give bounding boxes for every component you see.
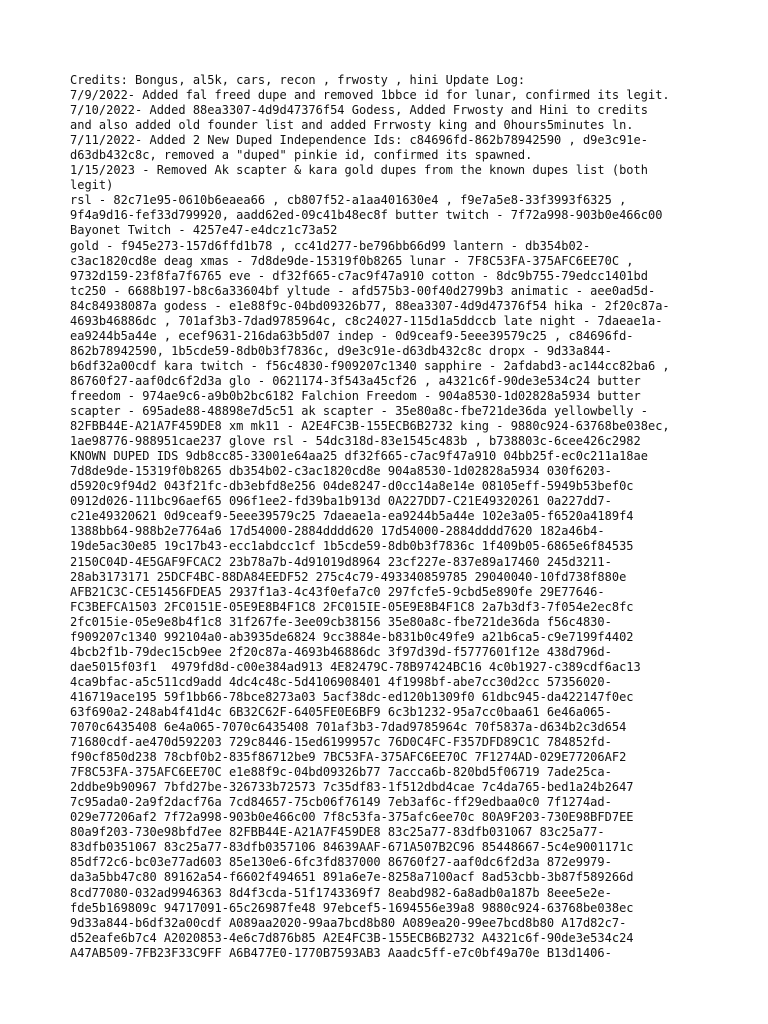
text-line: AFB21C3C-CE51456FDEA5 2937f1a3-4c43f0efa7c0 297fcfe5-9cbd5e890fe 29E77646-: [70, 584, 605, 599]
text-line: 63f690a2-248ab4f41d4c 6B32C62F-6405FE0E6BF9 6c3b1232-95a7cc0baa61 6e46a065-: [70, 704, 612, 719]
text-line: rsl - 82c71e95-0610b6eaea66 , cb807f52-a1aa401630e4 , f9e7a5e8-33f3993f6325 ,: [70, 193, 627, 208]
text-line: 83dfb0351067 83c25a77-83dfb0357106 84639AAF-671A507B2C96 85448667-5c4e9001171c: [70, 840, 634, 855]
text-line: 9d33a844-b6df32a00cdf A089aa2020-99aa7bcd8b80 A089ea20-99ee7bcd8b80 A17d82c7-: [70, 915, 627, 930]
text-line: d52eafe6b7c4 A2020853-4e6c7d876b85 A2E4FC3B-155ECB6B2732 A4321c6f-90de3e534c24: [70, 930, 634, 945]
text-line: 862b78942590, 1b5cde59-8db0b3f7836c, d9e3c91e-d63db432c8c dropx - 9d33a844-: [70, 343, 612, 358]
text-line: 029e77206af2 7f72a998-903b0e466c00 7f8c53fa-375afc6ee70c 80A9F203-730E98BFD7EE: [70, 810, 634, 825]
text-line: 2ddbe9b90967 7bfd27be-326733b72573 7c35df83-1f512dbd4cae 7c4da765-bed1a24b2647: [70, 780, 634, 795]
text-line: gold - f945e273-157d6ffd1b78 , cc41d277-be796bb66d99 lantern - db354b02-: [70, 238, 591, 253]
text-line: Bayonet Twitch - 4257e47-e4dcz1c73a52: [70, 223, 338, 238]
text-line: 0912d026-111bc96aef65 096f1ee2-fd39ba1b913d 0A227DD7-C21E49320261 0a227dd7-: [70, 494, 612, 509]
text-line: da3a5bb47c80 89162a54-f6602f494651 891a6e7e-8258a7100acf 8ad53cbb-3b87f589266d: [70, 870, 634, 885]
text-line: scapter - 695ade88-48898e7d5c51 ak scapter - 35e80a8c-fbe721de36da yellowbelly -: [70, 404, 648, 419]
text-line: c3ac1820cd8e deag xmas - 7d8de9de-15319f0b8265 lunar - 7F8C53FA-375AFC6EE70C ,: [70, 253, 634, 268]
text-line: 19de5ac30e85 19c17b43-ecc1abdcc1cf 1b5cde59-8db0b3f7836c 1f409b05-6865e6f84535: [70, 539, 634, 554]
text-line: 7/10/2022- Added 88ea3307-4d9d47376f54 Godess, Added Frwosty and Hini to credits: [70, 103, 648, 118]
text-line: 2fc015ie-05e9e8b4f1c8 31f267fe-3ee09cb38156 35e80a8c-fbe721de36da f56c4830-: [70, 614, 612, 629]
text-line: 1ae98776-988951cae237 glove rsl - 54dc318d-83e1545c483b , b738803c-6cee426c2982: [70, 434, 641, 449]
text-line: d63db432c8c, removed a "duped" pinkie id, confirmed its spawned.: [70, 148, 533, 163]
text-line: 7/9/2022- Added fal freed dupe and removed 1bbce id for lunar, confirmed its legit.: [70, 88, 670, 103]
text-line: 84c84938087a godess - e1e88f9c-04bd09326b77, 88ea3307-4d9d47376f54 hika - 2f20c87a-: [70, 298, 670, 313]
text-line: KNOWN DUPED IDS 9db8cc85-33001e64aa25 df32f665-c7ac9f47a910 04bb25f-ec0c211a18ae: [70, 449, 648, 464]
text-line: Credits: Bongus, al5k, cars, recon , frwosty , hini Update Log:: [70, 73, 526, 87]
text-line: 7d8de9de-15319f0b8265 db354b02-c3ac1820cd8e 904a8530-1d02828a5934 030f6203-: [70, 464, 612, 479]
text-line: 1388bb64-988b2e7764a6 17d54000-2884dddd620 17d54000-2884dddd7620 182a46b4-: [70, 524, 605, 539]
text-line: 9f4a9d16-fef33d799920, aadd62ed-09c41b48ec8f butter twitch - 7f72a998-903b0e466c00: [70, 208, 663, 223]
text-line: 2150C04D-4E5GAF9FCAC2 23b78a7b-4d91019d8964 23cf227e-837e89a17460 245d3211-: [70, 554, 612, 569]
text-line: c21e49320621 0d9ceaf9-5eee39579c25 7daeae1a-ea9244b5a44e 102e3a05-f6520a4189f4: [70, 509, 634, 524]
text-line: dae5015f03f1 4979fd8d-c00e384ad913 4E82479C-78B97424BC16 4c0b1927-c389cdf6ac13: [70, 659, 641, 674]
text-line: 9732d159-23f8fa7f6765 eve - df32f665-c7ac9f47a910 cotton - 8dc9b755-79edcc1401bd: [70, 268, 648, 283]
text-line: 80a9f203-730e98bfd7ee 82FBB44E-A21A7F459DE8 83c25a77-83dfb031067 83c25a77-: [70, 825, 605, 840]
text-line: A47AB509-7FB23F33C9FF A6B477E0-1770B7593AB3 Aaadc5ff-e7c0bf49a70e B13d1406-: [70, 945, 612, 960]
text-line: d5920c9f94d2 043f21fc-db3ebfd8e256 04de8247-d0cc14a8e14e 08105eff-5949b53bef0c: [70, 479, 634, 494]
text-line: 7c95ada0-2a9f2dacf76a 7cd84657-75cb06f76149 7eb3af6c-ff29edbaa0c0 7f1274ad-: [70, 795, 612, 810]
text-line: 4ca9bfac-a5c511cd9add 4dc4c48c-5d4106908401 4f1998bf-abe7cc30d2cc 57356020-: [70, 674, 612, 689]
text-line: 7/11/2022- Added 2 New Duped Independence Ids: c84696fd-862b78942590 , d9e3c91e-: [70, 133, 648, 148]
text-line: and also added old founder list and added Frrwosty king and 0hours5minutes ln.: [70, 118, 634, 133]
document-text: [70, 73, 702, 961]
text-line: 4bcb2f1b-79dec15cb9ee 2f20c87a-4693b46886dc 3f97d39d-f5777601f12e 438d796d-: [70, 644, 612, 659]
text-line: tc250 - 6688b197-b8c6a33604bf yltude - afd575b3-00f40d2799b3 animatic - aee0ad5d-: [70, 283, 656, 298]
text-line: legit): [70, 178, 114, 193]
text-line: 86760f27-aaf0dc6f2d3a glo - 0621174-3f543a45cf26 , a4321c6f-90de3e534c24 butter: [70, 373, 641, 388]
text-line: 1/15/2023 - Removed Ak scapter & kara gold dupes from the known dupes list (both: [70, 163, 648, 178]
text-line: 85df72c6-bc03e77ad603 85e130e6-6fc3fd837000 86760f27-aaf0dc6f2d3a 872e9979-: [70, 855, 612, 870]
text-line: ea9244b5a44e , ecef9631-216da63b5d07 indep - 0d9ceaf9-5eee39579c25 , c84696fd-: [70, 328, 634, 343]
text-line: 28ab3173171 25DCF4BC-88DA84EEDF52 275c4c79-493340859785 29040040-10fd738f880e: [70, 569, 627, 584]
text-line: fde5b169809c 94717091-65c26987fe48 97ebcef5-1694556e39a8 9880c924-63768be038ec: [70, 900, 634, 915]
text-line: 4693b46886dc , 701af3b3-7dad9785964c, c8c24027-115d1a5ddccb late night - 7daeae1a-: [70, 313, 663, 328]
text-line: freedom - 974ae9c6-a9b0b2bc6182 Falchion Freedom - 904a8530-1d02828a5934 butter: [70, 388, 641, 403]
text-line: 7070c6435408 6e4a065-7070c6435408 701af3b3-7dad9785964c 70f5837a-d634b2c3d654: [70, 720, 627, 735]
text-line: b6df32a00cdf kara twitch - f56c4830-f909207c1340 sapphire - 2afdabd3-ac144cc82ba6 ,: [70, 358, 670, 373]
text-line: 8cd77080-032ad9946363 8d4f3cda-51f1743369f7 8eabd982-6a8adb0a187b 8eee5e2e-: [70, 885, 612, 900]
text-line: 416719ace195 59f1bb66-78bce8273a03 5acf38dc-ed120b1309f0 61dbc945-da422147f0ec: [70, 689, 634, 704]
text-line: f90cf850d238 78cbf0b2-835f86712be9 7BC53FA-375AFC6EE70C 7F1274AD-029E77206AF2: [70, 750, 627, 765]
text-line: 71680cdf-ae470d592203 729c8446-15ed6199957c 76D0C4FC-F357DFD89C1C 784852fd-: [70, 735, 612, 750]
text-line: FC3BEFCA1503 2FC0151E-05E9E8B4F1C8 2FC015IE-05E9E8B4F1C8 2a7b3df3-7f054e2ec8fc: [70, 599, 634, 614]
text-line: f909207c1340 992104a0-ab3935de6824 9cc3884e-b831b0c49fe9 a21b6ca5-c9e7199f4402: [70, 629, 634, 644]
text-line: 7F8C53FA-375AFC6EE70C e1e88f9c-04bd09326b77 7accca6b-820bd5f06719 7ade25ca-: [70, 765, 612, 780]
text-line: 82FBB44E-A21A7F459DE8 xm mk11 - A2E4FC3B-155ECB6B2732 king - 9880c924-63768be038ec,: [70, 419, 670, 434]
